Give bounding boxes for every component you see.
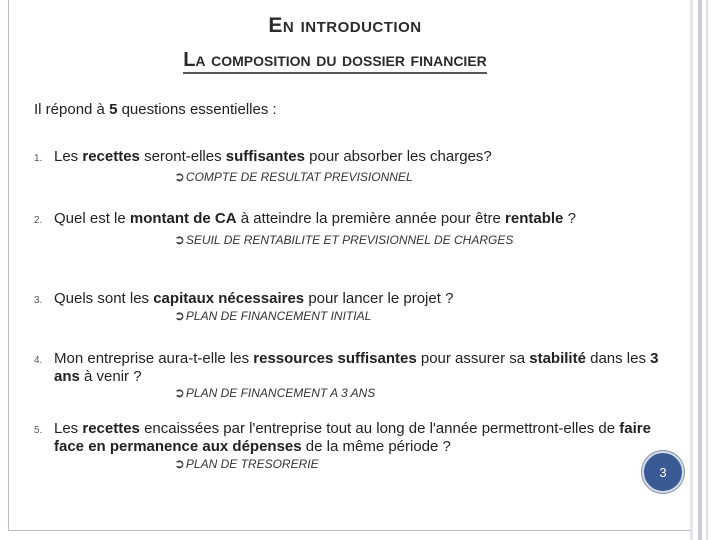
arrow-icon: ➲ <box>174 385 185 400</box>
answer-1: ➲COMPTE DE RESULTAT PREVISIONNEL <box>174 169 413 184</box>
emphasized-text: rentable <box>505 210 564 227</box>
slide-title-line2: La composition du dossier financier <box>0 49 680 72</box>
emphasized-text: montant de CA <box>129 210 237 227</box>
slide-title-line1: En introduction <box>268 14 422 37</box>
emphasized-text: recettes <box>82 148 140 165</box>
question-number: 1. <box>34 153 43 164</box>
question-text-fragment: Quels sont les <box>54 290 154 307</box>
arrow-icon: ➲ <box>174 232 185 247</box>
emphasized-text: stabilité <box>529 350 586 367</box>
question-text <box>54 350 674 386</box>
page-number-badge: 3 <box>642 451 684 493</box>
emphasized-text: suffisantes <box>225 148 305 165</box>
arrow-icon: ➲ <box>174 456 185 471</box>
question-text <box>54 290 674 308</box>
question-number: 3. <box>34 295 43 306</box>
question-text-fragment: dans les <box>585 350 651 367</box>
intro-text: Il répond à 5 questions essentielles : <box>34 101 277 118</box>
decorative-rail <box>690 0 720 540</box>
emphasized-text: ressources suffisantes <box>253 350 417 367</box>
question-text-fragment: de la même période ? <box>301 438 451 455</box>
emphasized-text: 3 ans <box>54 350 659 385</box>
question-text-fragment: Les <box>54 148 83 165</box>
question-text <box>54 420 674 456</box>
question-text-fragment: seront-elles <box>139 148 226 165</box>
arrow-icon: ➲ <box>174 308 185 323</box>
question-text-fragment: pour absorber les charges? <box>304 148 492 165</box>
arrow-icon: ➲ <box>174 169 185 184</box>
emphasized-text: capitaux nécessaires <box>153 290 305 307</box>
question-text-fragment: ? <box>563 210 576 227</box>
question-text <box>54 210 674 228</box>
answer-2: ➲SEUIL DE RENTABILITE ET PREVISIONNEL DE CHARGES <box>174 232 514 247</box>
question-number: 5. <box>34 425 43 436</box>
question-text-fragment: à venir ? <box>79 368 142 385</box>
emphasized-text: recettes <box>82 420 140 437</box>
question-text-fragment: encaissées par l'entreprise tout au long de l'année permettront-elles de <box>139 420 620 437</box>
question-text-fragment: Mon entreprise aura-t-elle les <box>54 350 254 367</box>
question-text-fragment: pour assurer sa <box>416 350 530 367</box>
question-text-fragment: à atteindre la première année pour être <box>236 210 506 227</box>
answer-3: ➲PLAN DE FINANCEMENT INITIAL <box>174 308 372 323</box>
answer-5: ➲PLAN DE TRESORERIE <box>174 456 319 471</box>
question-number: 2. <box>34 215 43 226</box>
question-number: 4. <box>34 355 43 366</box>
emphasized-text: faire face en permanence aux dépenses <box>54 420 651 455</box>
answer-4: ➲PLAN DE FINANCEMENT A 3 ANS <box>174 385 376 400</box>
question-text <box>54 148 674 166</box>
question-text-fragment: Les <box>54 420 83 437</box>
question-text-fragment: Quel est le <box>54 210 130 227</box>
question-text-fragment: pour lancer le projet ? <box>304 290 454 307</box>
